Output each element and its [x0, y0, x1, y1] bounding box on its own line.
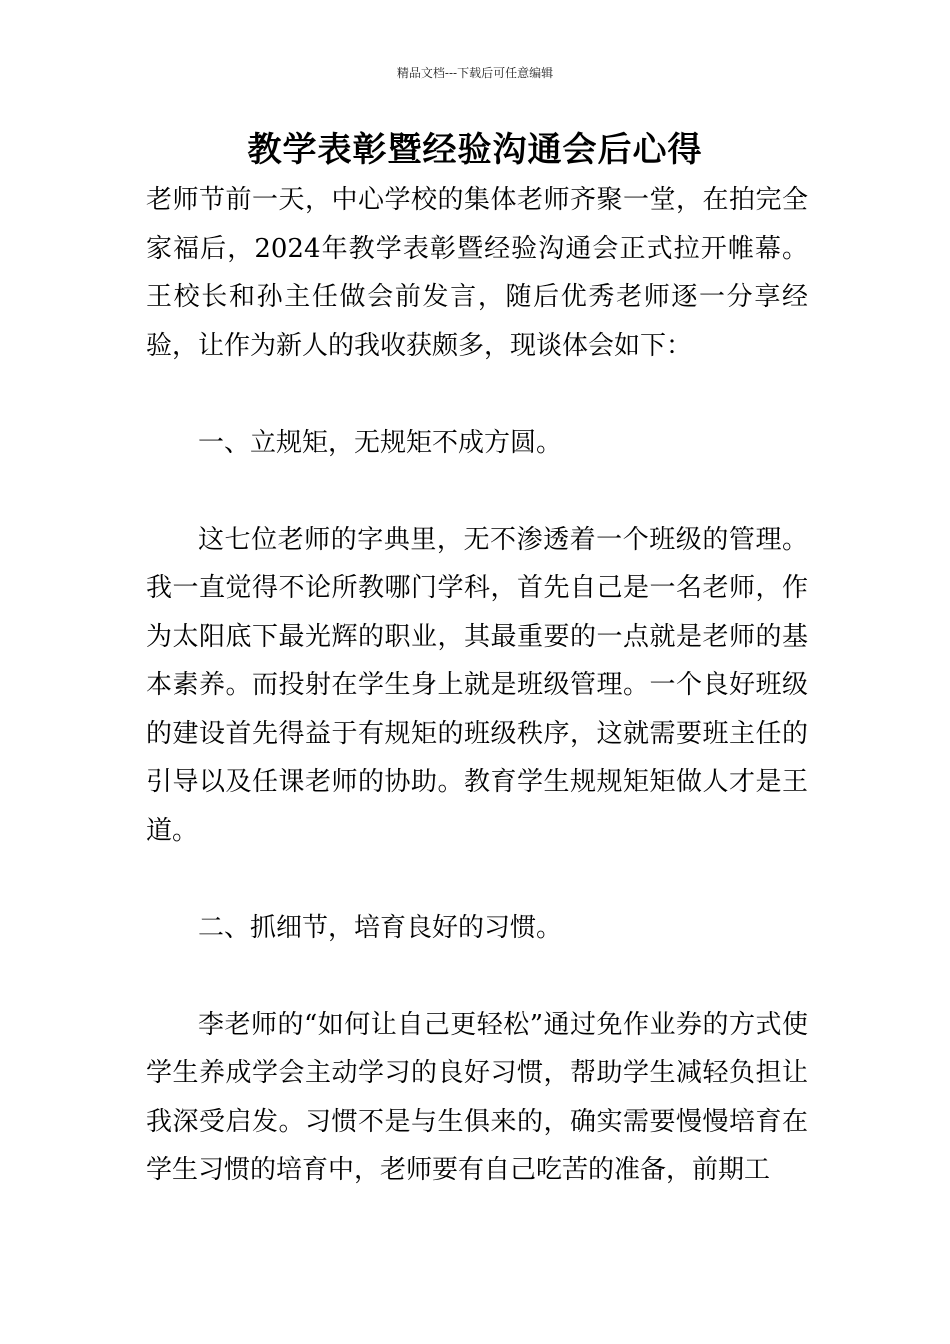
document-title: 教学表彰暨经验沟通会后心得 — [247, 130, 703, 170]
document-body — [146, 176, 808, 1195]
paragraph-spacer — [146, 467, 808, 516]
section-heading-2: 二、抓细节，培育良好的习惯。 — [198, 912, 563, 943]
paragraph-spacer — [146, 855, 808, 904]
paragraph-spacer — [146, 952, 808, 1001]
paragraph-spacer — [146, 370, 808, 419]
section-heading-1: 一、立规矩，无规矩不成方圆。 — [198, 427, 563, 458]
section-body-1: 这七位老师的字典里，无不渗透着一个班级的管理。我一直觉得不论所教哪门学科，首先自己是一名老师，作为太阳底下最光辉的职业，其最重要的一点就是老师的基本素养。而投射在学生身上就是班级管理。一个良好班级的建设首先得益于有规矩的班级秩序，这就需要班主任的引导以及任课老师的协助。教育学生规规矩矩做人才是王道。 — [146, 524, 808, 846]
section-body-2: 李老师的“如何让自己更轻松”通过免作业券的方式使学生养成学会主动学习的良好习惯，帮助学生减轻负担让我深受启发。习惯不是与生俱来的，确实需要慢慢培育在学生习惯的培育中，老师要有自己吃苦的准备，前期工 — [146, 1009, 808, 1185]
intro-paragraph: 老师节前一天，中心学校的集体老师齐聚一堂，在拍完全家福后，2024年教学表彰暨经验沟通会正式拉开帷幕。王校长和孙主任做会前发言，随后优秀老师逐一分享经验，让作为新人的我收获颇多，现谈体会如下： — [146, 185, 808, 361]
page-header: 精品文档---下载后可任意编辑 — [396, 66, 554, 80]
